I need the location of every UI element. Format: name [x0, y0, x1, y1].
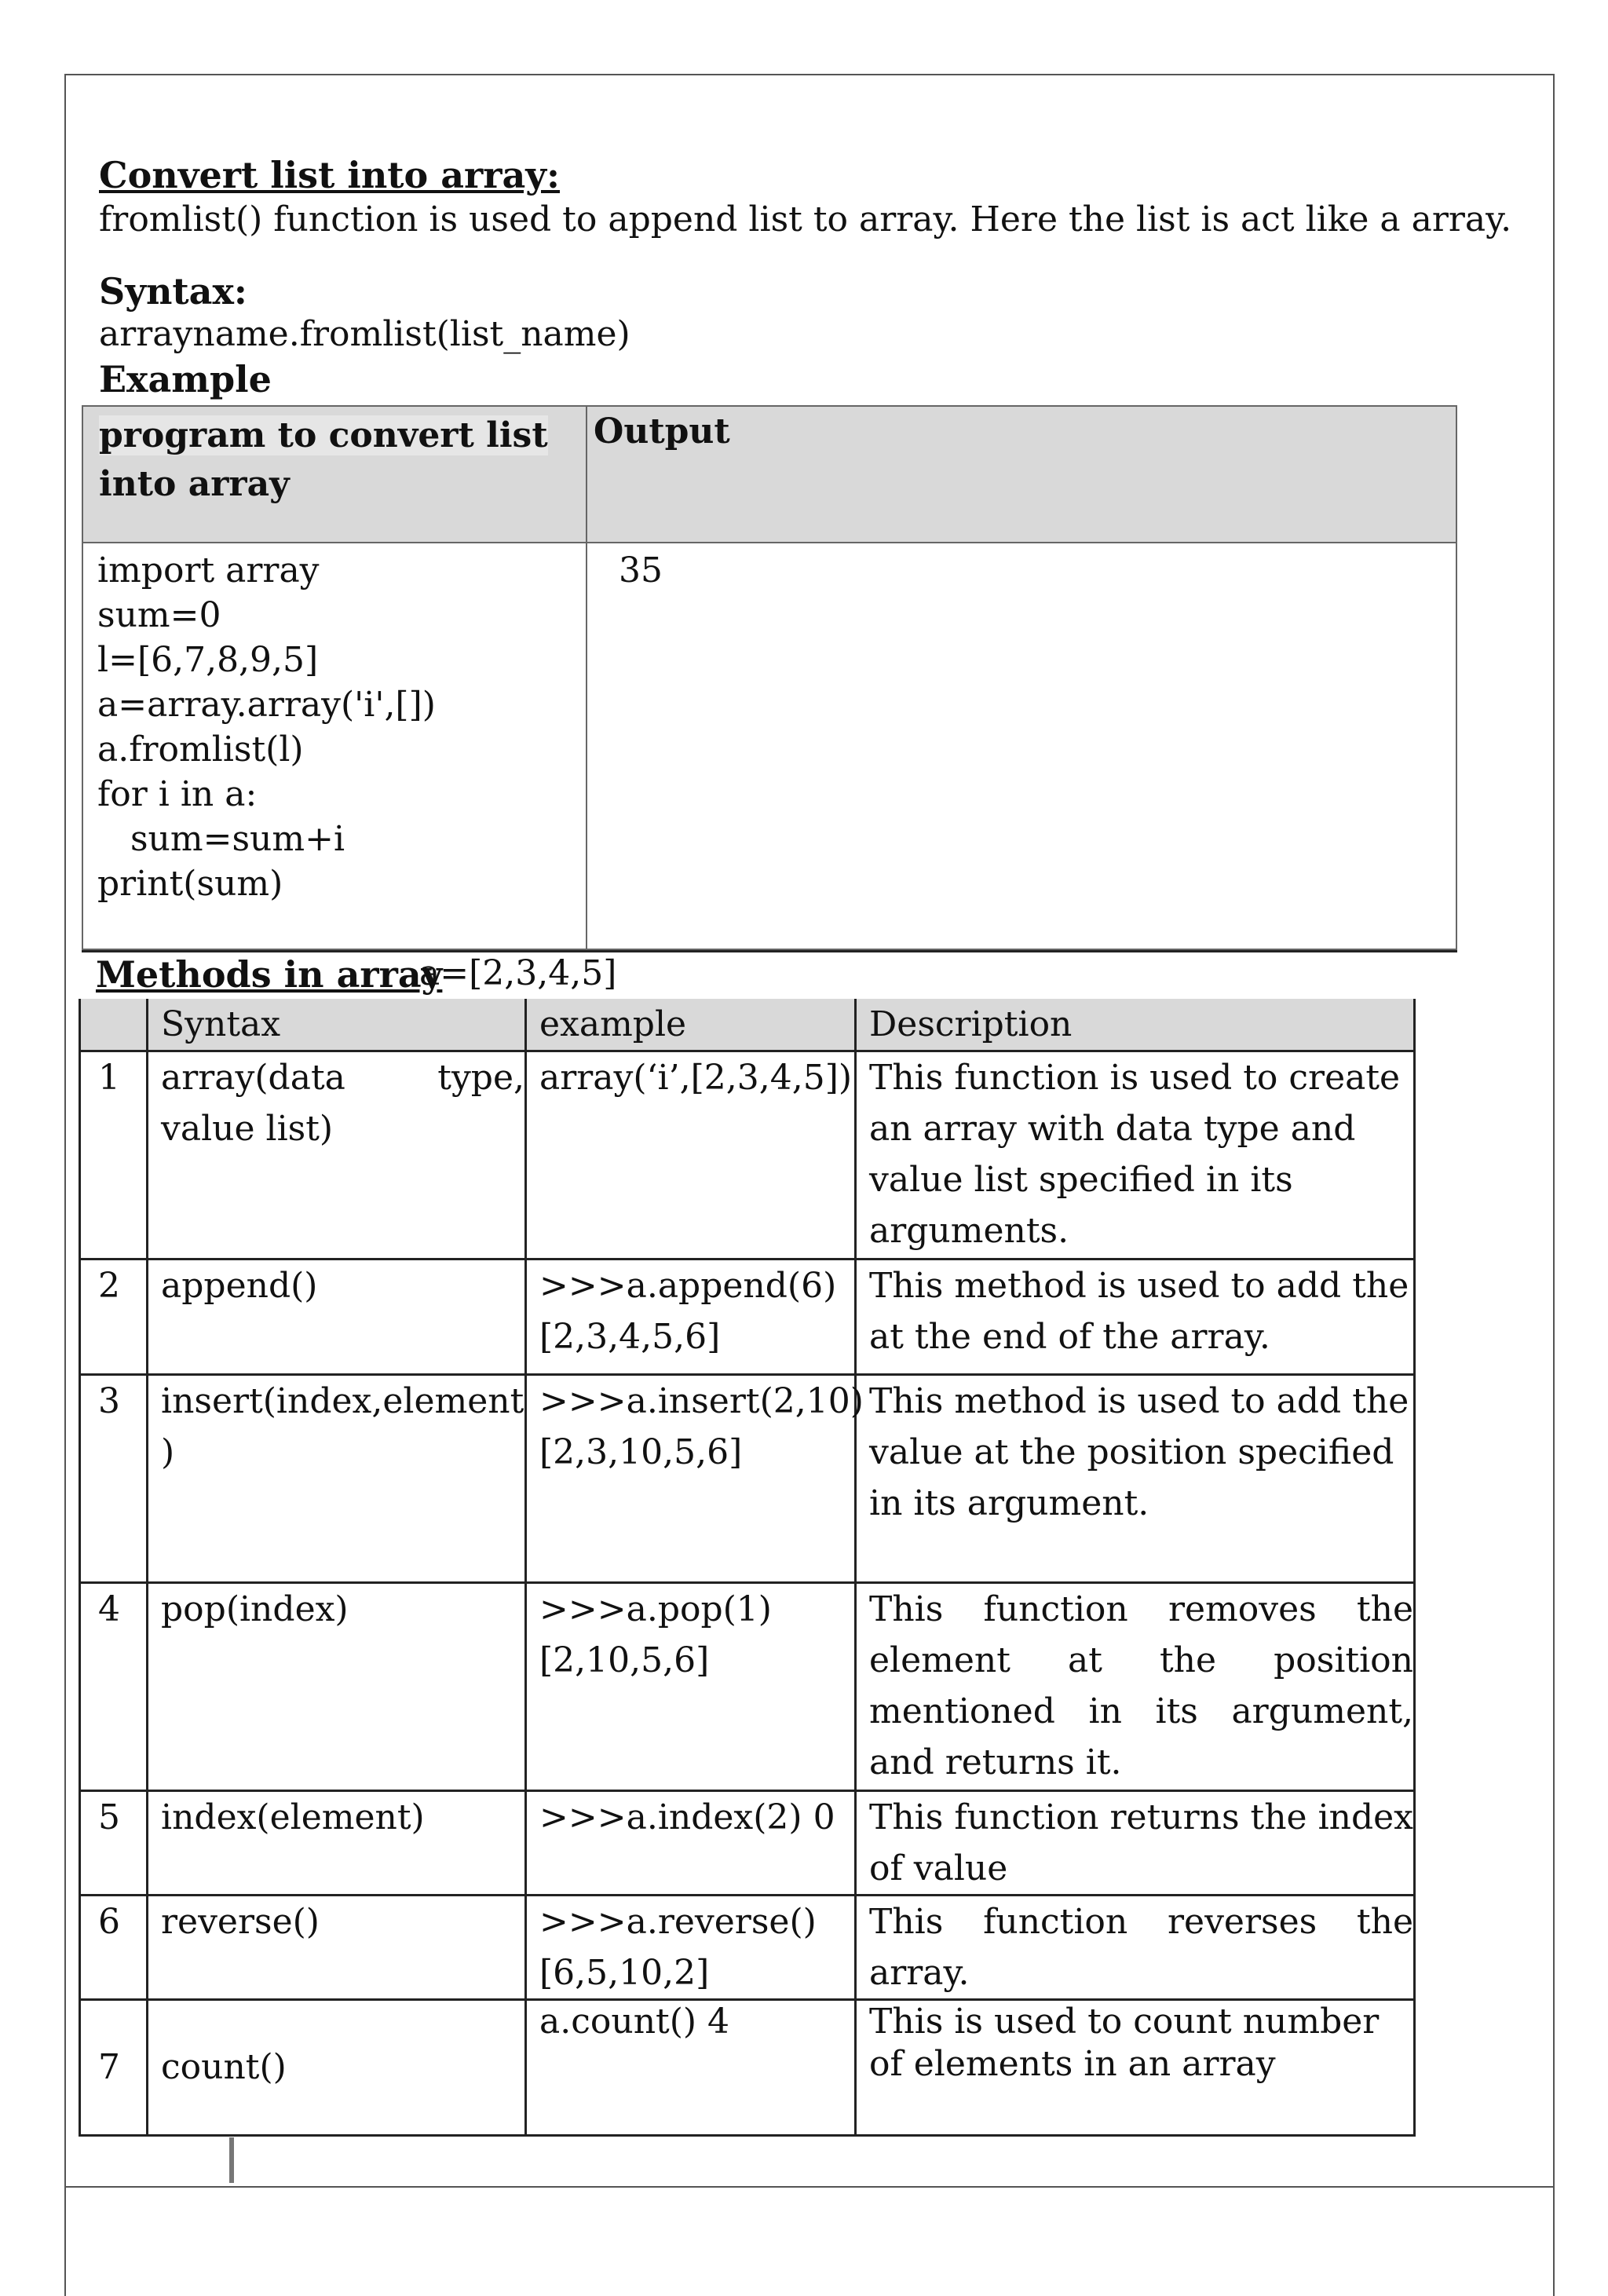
row-number: 2	[80, 1260, 148, 1375]
row-example: a.count() 4	[526, 2000, 856, 2136]
footer-divider	[64, 2186, 1555, 2188]
row-syntax: index(element)	[148, 1791, 526, 1896]
example-table-header	[82, 406, 1456, 543]
example-table-body	[82, 543, 1456, 949]
syntax-label: Syntax:	[99, 270, 247, 313]
row-syntax: insert(index,element )	[148, 1375, 526, 1583]
section-heading: Convert list into array:	[99, 154, 560, 196]
intro-text: fromlist() function is used to append list to array. Here the list is act like a array.	[99, 199, 1512, 239]
row-number: 4	[80, 1583, 148, 1791]
methods-table	[79, 999, 1416, 2137]
row-syntax: array(data type, value list)	[148, 1051, 526, 1260]
syntax-code: arrayname.fromlist(list_name)	[99, 314, 630, 354]
divider	[82, 950, 1457, 952]
row-number: 6	[80, 1896, 148, 2000]
row-syntax: append()	[148, 1260, 526, 1375]
row-example: >>>a.reverse() [6,5,10,2]	[526, 1896, 856, 2000]
code-line: sum=sum+i	[97, 819, 345, 859]
code-line: import array	[97, 550, 320, 590]
table-row	[80, 1583, 1415, 1791]
table-row	[80, 1051, 1415, 1260]
row-description: This is used to count number of elements in an array	[856, 2000, 1415, 2136]
header-example: example	[526, 999, 856, 1051]
code-line: sum=0	[97, 595, 221, 635]
program-header-line1: program to convert list	[99, 415, 548, 455]
output-header: Output	[587, 406, 1456, 543]
program-output: 35	[587, 543, 1456, 949]
code-line: for i in a:	[97, 774, 258, 814]
row-number: 7	[80, 2000, 148, 2136]
methods-label: Methods in array	[96, 953, 443, 996]
header-num	[80, 999, 148, 1051]
header-description: Description	[856, 999, 1415, 1051]
code-line: l=[6,7,8,9,5]	[97, 640, 319, 680]
row-example: array(‘i’,[2,3,4,5])	[526, 1051, 856, 1260]
row-description: This function is used to create an array with data type and value list specified in its arguments.	[856, 1051, 1415, 1260]
row-syntax: reverse()	[148, 1896, 526, 2000]
table-row	[80, 1896, 1415, 2000]
row-example: >>>a.pop(1) [2,10,5,6]	[526, 1583, 856, 1791]
program-header	[82, 406, 587, 543]
table-row	[80, 1375, 1415, 1583]
row-number: 3	[80, 1375, 148, 1583]
row-syntax: count()	[148, 2000, 526, 2136]
row-description: This function removes the element at the position mentioned in its argument, and returns it.	[856, 1583, 1415, 1791]
table-row	[80, 2000, 1415, 2136]
row-syntax: pop(index)	[148, 1583, 526, 1791]
program-code	[82, 543, 587, 949]
example-table	[82, 405, 1457, 950]
code-line: a=array.array('i',[])	[97, 685, 436, 725]
table-row	[80, 1791, 1415, 1896]
program-header-line2: into array	[99, 464, 290, 504]
row-description: This method is used to add the value at the position specified in its argument.	[856, 1375, 1415, 1583]
code-line: print(sum)	[97, 864, 283, 904]
row-description: This method is used to add the at the end of the array.	[856, 1260, 1415, 1375]
row-number: 1	[80, 1051, 148, 1260]
code-line: a.fromlist(l)	[97, 729, 304, 770]
header-syntax: Syntax	[148, 999, 526, 1051]
row-number: 5	[80, 1791, 148, 1896]
row-description: This function reverses the array.	[856, 1896, 1415, 2000]
row-example: >>>a.append(6) [2,3,4,5,6]	[526, 1260, 856, 1375]
row-example: >>>a.index(2) 0	[526, 1791, 856, 1896]
table-row	[80, 1260, 1415, 1375]
text-cursor-mark	[229, 2137, 234, 2183]
example-label: Example	[99, 358, 272, 400]
row-description: This function returns the index of value	[856, 1791, 1415, 1896]
row-example: >>>a.insert(2,10) [2,3,10,5,6]	[526, 1375, 856, 1583]
methods-table-header	[80, 999, 1415, 1051]
methods-array: a=[2,3,4,5]	[419, 953, 617, 993]
